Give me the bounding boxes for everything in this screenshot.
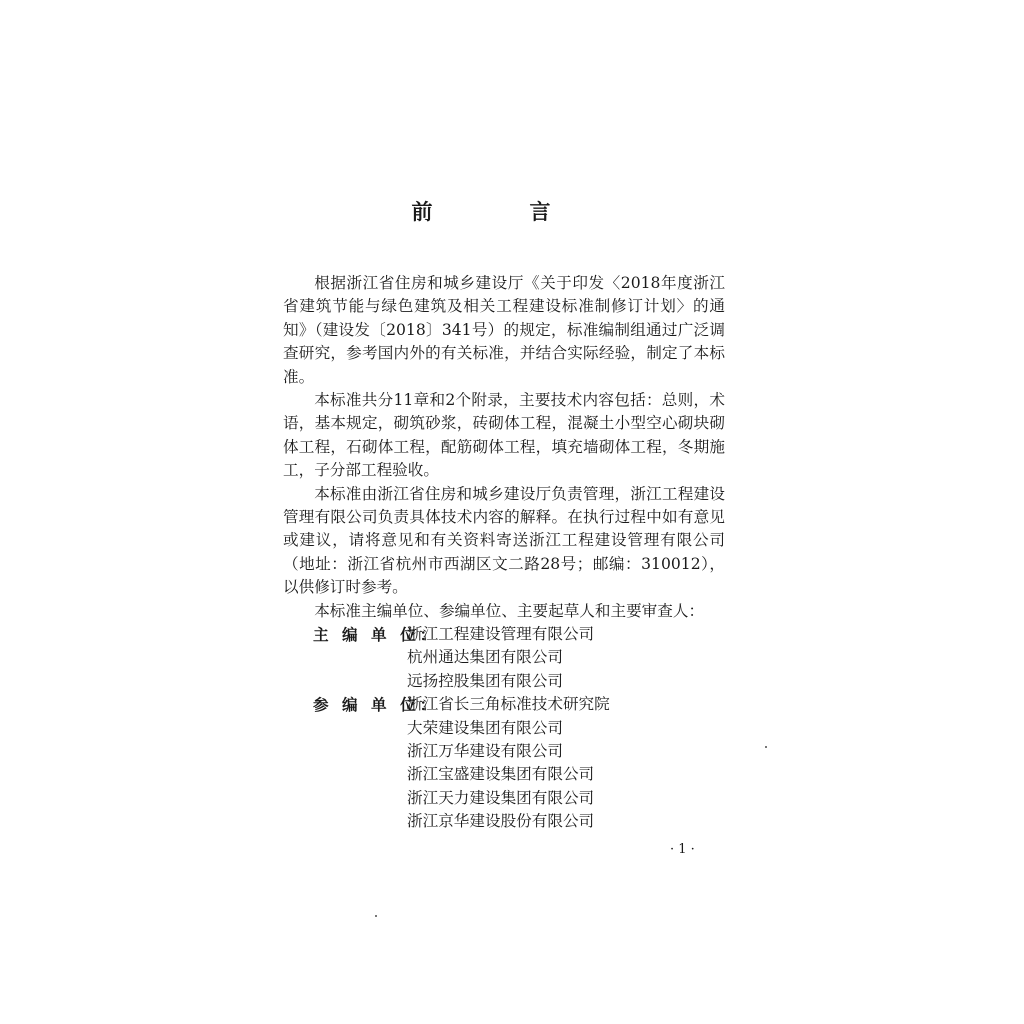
unit-row — [283, 646, 725, 669]
unit-row — [283, 693, 725, 716]
paragraph-basis: 根据浙江省住房和城乡建设厅《关于印发〈2018年度浙江省建筑节能与绿色建筑及相关工程建设标准制修订计划〉的通知》（建设发〔2018〕341号）的规定，标准编制组通过广泛调查研究，参考国内外的有关标准，并结合实际经验，制定了本标准。 — [283, 274, 725, 386]
scan-speck — [765, 746, 767, 748]
unit-row — [283, 763, 725, 786]
unit-row — [283, 670, 725, 693]
chief-units-group — [283, 623, 725, 693]
unit-name: 浙江万华建设有限公司 — [407, 742, 563, 761]
unit-name: 浙江工程建设管理有限公司 — [407, 625, 595, 644]
paragraph-management: 本标准由浙江省住房和城乡建设厅负责管理，浙江工程建设管理有限公司负责具体技术内容的解释。在执行过程中如有意见或建议，请将意见和有关资料寄送浙江工程建设管理有限公司（地址：浙江省杭州市西湖区文二路28号；邮编：310012），以供修订时参考。 — [283, 484, 725, 597]
preface-body — [283, 272, 725, 834]
unit-name: 浙江京华建设股份有限公司 — [407, 812, 595, 831]
participating-units-group — [283, 693, 725, 833]
scan-speck — [375, 915, 377, 917]
unit-name: 大荣建设集团有限公司 — [407, 718, 563, 737]
unit-name: 浙江宝盛建设集团有限公司 — [407, 765, 595, 784]
paragraph-contents: 本标准共分11章和2个附录，主要技术内容包括：总则，术语，基本规定，砌筑砂浆，砖砌体工程，混凝土小型空心砌块砌体工程，石砌体工程，配筋砌体工程，填充墙砌体工程，冬期施工，子分部工程验收。 — [283, 391, 725, 480]
chief-units-label: 主 编 单 位： — [313, 625, 440, 645]
page-title: 前 言 — [411, 199, 589, 224]
unit-row — [283, 623, 725, 646]
unit-name: 浙江省长三角标准技术研究院 — [407, 695, 610, 714]
unit-name: 杭州通达集团有限公司 — [407, 648, 563, 667]
unit-row — [283, 717, 725, 740]
page-number: · 1 · — [670, 842, 695, 857]
unit-name: 远扬控股集团有限公司 — [407, 671, 563, 690]
participating-units-label: 参 编 单 位： — [313, 695, 440, 715]
unit-name: 浙江天力建设集团有限公司 — [407, 788, 595, 807]
unit-row — [283, 787, 725, 810]
unit-row — [283, 810, 725, 833]
unit-row — [283, 740, 725, 763]
units-intro: 本标准主编单位、参编单位、主要起草人和主要审查人： — [314, 601, 705, 620]
